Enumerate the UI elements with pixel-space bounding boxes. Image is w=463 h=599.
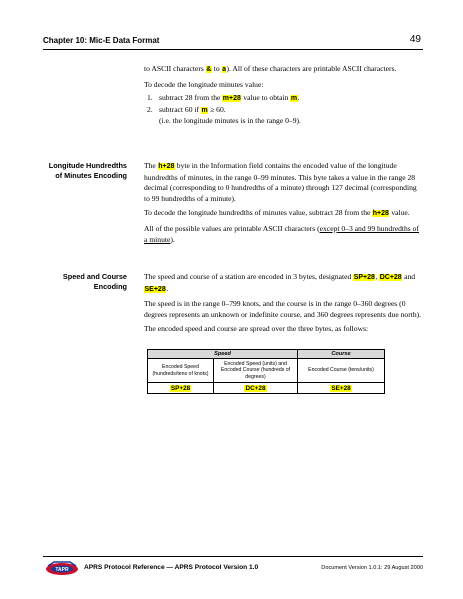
table-row [148,359,385,383]
course-header: Course [298,350,385,359]
table-cell: SE+28 [298,383,385,394]
chapter-title: Chapter 10: Mic-E Data Format [43,36,160,45]
speed-paragraph-2: The speed is in the range 0–799 knots, and the course is in the range 0–360 degrees (0 degrees represents an unknown or indefinite course, and 360 degrees represents due north). [144,299,422,319]
code-ampersand: & [206,66,212,73]
footer-rule [43,556,423,557]
decode-intro: To decode the longitude minutes value: [144,79,264,89]
page-header [43,34,423,50]
hundredths-paragraph-1: The h+28 byte in the Information field contains the encoded value of the longitude hundredths of minutes, in the range 0–99 minutes. This byte takes a value in the range 28 decimal (corresponding to 0 hundredths of a minute) through 127 decimal (corresponding to 99 hundredths of a minute). [144,161,417,203]
footer-version: Document Version 1.0.1: 29 August 2000 [321,565,423,571]
table-cell: Encoded Speed (units) and Encoded Course (hundreds of degrees) [214,359,298,383]
code-dc28: DC+28 [379,274,402,281]
intro-section [144,64,423,127]
code-h28: h+28 [158,163,175,170]
speed-paragraph-3: The encoded speed and course are spread over the three bytes, as follows: [144,324,369,334]
tapr-logo [45,560,79,576]
code-m: m [290,95,298,103]
speed-paragraph-1: The speed and course of a station are encoded in 3 bytes, designated SP+28, DC+28 and SE+28. [144,272,416,293]
hundredths-heading: Longitude Hundredths of Minutes Encoding [48,161,127,180]
step-item: 1. subtract 28 from the m+28 value to obtain m. [147,93,300,103]
code-h28: h+28 [372,210,389,218]
logo-text: TAPR [55,567,69,573]
speed-course-section [144,272,423,335]
code-a: a [222,66,226,73]
decode-steps [144,93,423,127]
code-m: m [201,106,208,114]
code-sp28: SP+28 [353,274,375,281]
footer-title: APRS Protocol Reference — APRS Protocol Version 1.0 [84,564,259,571]
hundredths-section [144,161,423,245]
table-cell: Encoded Course (tens/units) [298,359,385,383]
intro-paragraph: to ASCII characters & to a). All of these characters are printable ASCII characters. [144,64,397,73]
table-row [148,383,385,394]
step-item: 2. subtract 60 if m ≥ 60. [147,104,226,114]
page-number: 49 [409,34,421,45]
table-header-row [148,350,385,359]
hundredths-paragraph-2: To decode the longitude hundredths of minutes value, subtract 28 from the h+28 value. [144,208,410,218]
speed-header: Speed [148,350,298,359]
code-se28: SE+28 [144,285,166,293]
table-cell: SP+28 [148,383,214,394]
table-cell: DC+28 [214,383,298,394]
hundredths-paragraph-3: All of the possible values are printable ASCII characters (except 0–3 and 99 hundredths of a minute). [144,223,419,244]
step-note: (i.e. the longitude minutes is in the range 0–9). [159,116,301,126]
table-cell: Encoded Speed (hundreds/tens of knots) [148,359,214,383]
code-m28: m+28 [222,95,241,103]
speed-course-heading: Speed and Course Encoding [62,272,127,291]
speed-course-table [147,349,385,394]
